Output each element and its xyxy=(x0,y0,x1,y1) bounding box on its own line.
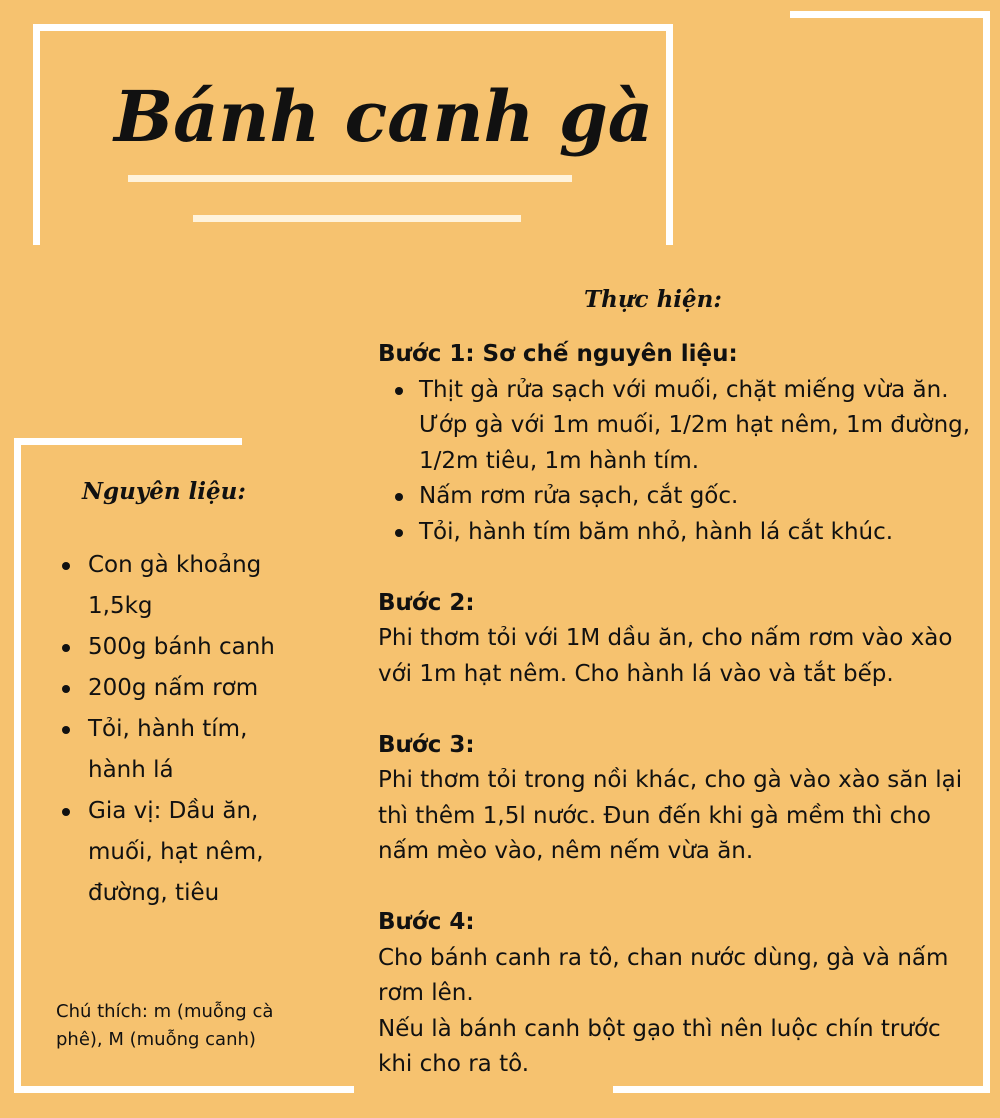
ingredients-frame-bottom xyxy=(14,1086,354,1093)
title-frame-right xyxy=(666,24,673,245)
title-underline-long xyxy=(128,175,572,182)
ingredient-item: Con gà khoảng 1,5kg xyxy=(60,545,310,627)
step-4 xyxy=(378,905,978,1083)
title-frame-top xyxy=(33,24,673,31)
step-1-bullet: Thịt gà rửa sạch với muối, chặt miếng vừa ăn. Ướp gà với 1m muối, 1/2m hạt nêm, 1m đường, 1/2m tiêu, 1m hành tím. xyxy=(378,373,978,480)
step-1-list xyxy=(378,373,978,551)
page-title: Bánh canh gà xyxy=(114,75,654,158)
ingredients-frame-left xyxy=(14,438,21,1093)
title-frame-left xyxy=(33,24,40,245)
step-4-text: Cho bánh canh ra tô, chan nước dùng, gà và nấm rơm lên. xyxy=(378,944,949,1006)
step-2-text: Phi thơm tỏi với 1M dầu ăn, cho nấm rơm vào xào với 1m hạt nêm. Cho hành lá vào và tắt bếp. xyxy=(378,625,953,687)
ingredient-item: Tỏi, hành tím, hành lá xyxy=(60,709,310,791)
ingredients-list xyxy=(60,545,310,914)
method-steps xyxy=(378,337,978,1118)
measurement-note: Chú thích: m (muỗng cà phê), M (muỗng canh) xyxy=(56,1001,274,1050)
ingredients-frame-top xyxy=(14,438,242,445)
step-3-text: Phi thơm tỏi trong nồi khác, cho gà vào xào săn lại thì thêm 1,5l nước. Đun đến khi gà mềm thì cho nấm mèo vào, nêm nếm vừa ăn. xyxy=(378,767,963,864)
ingredients-heading: Nguyên liệu: xyxy=(82,478,246,505)
method-heading: Thực hiện: xyxy=(584,286,722,313)
step-2 xyxy=(378,586,978,693)
ingredient-item: 500g bánh canh xyxy=(60,627,310,668)
step-3-title: Bước 3: xyxy=(378,731,475,758)
step-4-note: Nếu là bánh canh bột gạo thì nên luộc chín trước khi cho ra tô. xyxy=(378,1015,941,1077)
method-frame-top xyxy=(790,11,990,18)
ingredient-item: Gia vị: Dầu ăn, muối, hạt nêm, đường, tiêu xyxy=(60,791,310,914)
step-1-title: Bước 1: Sơ chế nguyên liệu: xyxy=(378,341,738,367)
step-2-title: Bước 2: xyxy=(378,589,475,616)
step-3 xyxy=(378,728,978,870)
step-1-bullet: Tỏi, hành tím băm nhỏ, hành lá cắt khúc. xyxy=(378,515,978,551)
step-1-bullet: Nấm rơm rửa sạch, cắt gốc. xyxy=(378,479,978,515)
step-4-title: Bước 4: xyxy=(378,909,475,935)
title-underline-short xyxy=(193,215,521,222)
step-1 xyxy=(378,337,978,550)
ingredient-item: 200g nấm rơm xyxy=(60,668,310,709)
method-frame-right xyxy=(983,11,990,1093)
